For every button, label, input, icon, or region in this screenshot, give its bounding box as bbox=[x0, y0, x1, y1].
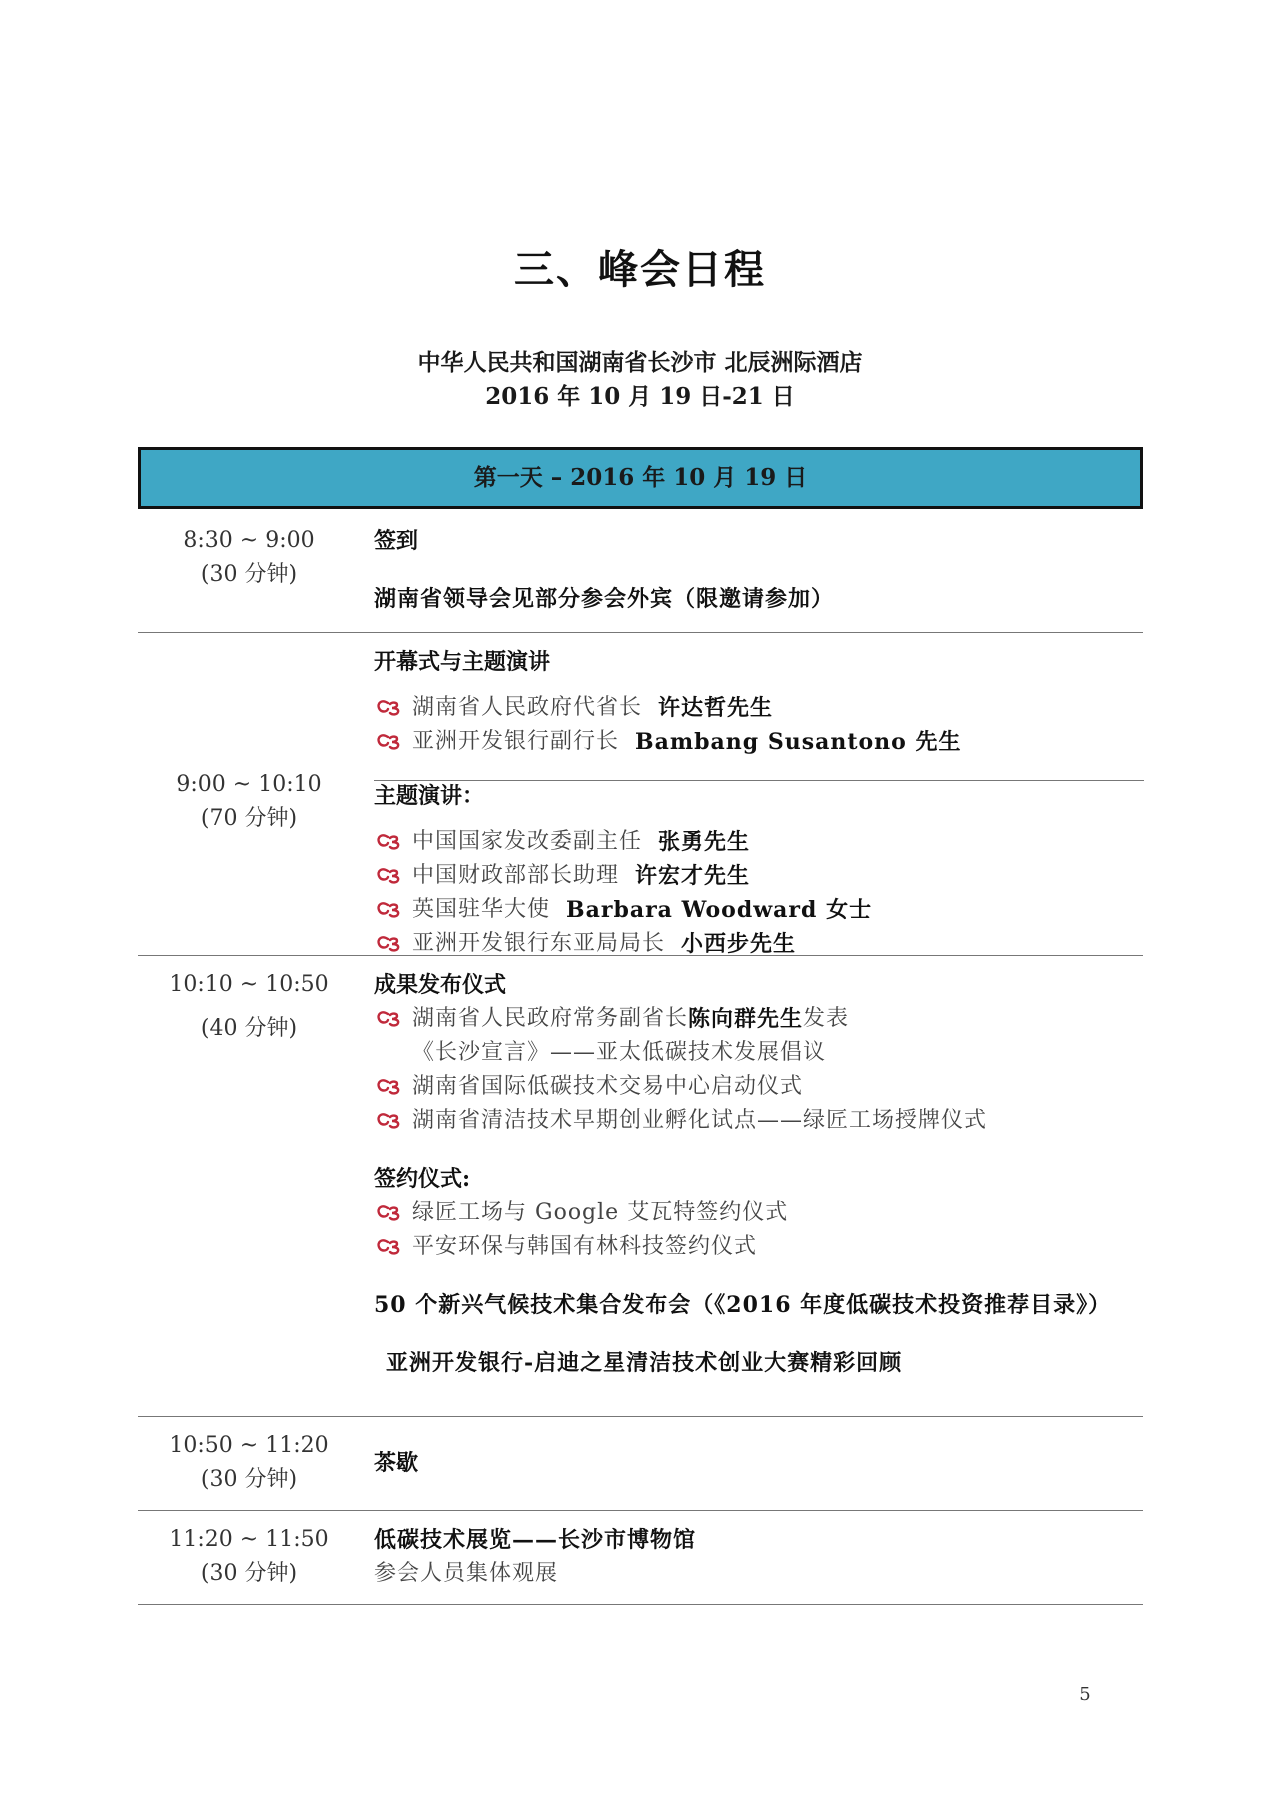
keynote-item: 中国国家发改委副主任 张勇先生 bbox=[374, 825, 1144, 859]
time-range: 10:10 ~ 10:50 bbox=[169, 972, 329, 997]
signing-title: 签约仪式: bbox=[374, 1166, 471, 1192]
time-cell bbox=[138, 968, 360, 1046]
venue-dates: 2016 年 10 月 19 日-21 日 bbox=[485, 383, 795, 410]
release-item: 湖南省人民政府常务副省长 陈向群先生 发表 bbox=[374, 1002, 1144, 1036]
agenda-row-opening bbox=[138, 633, 1143, 956]
time-cell bbox=[138, 1429, 360, 1497]
session-note: 湖南省领导会见部分参会外宾（限邀请参加） bbox=[374, 586, 835, 612]
session-title: 成果发布仪式 bbox=[374, 972, 507, 998]
time-cell bbox=[138, 524, 360, 592]
keynote-item: 中国财政部部长助理 许宏才先生 bbox=[374, 859, 1144, 893]
decorative-bullet-icon bbox=[374, 1104, 404, 1138]
session-title: 茶歇 bbox=[374, 1450, 419, 1476]
session-title: 开幕式与主题演讲 bbox=[374, 649, 551, 675]
time-range: 9:00 ~ 10:10 bbox=[176, 772, 322, 797]
agenda-row-results bbox=[138, 956, 1143, 1417]
release-item: 湖南省国际低碳技术交易中心启动仪式 bbox=[374, 1070, 1144, 1104]
page-number: 5 bbox=[1079, 1684, 1091, 1705]
signing-item: 绿匠工场与 Google 艾瓦特签约仪式 bbox=[374, 1196, 1144, 1230]
decorative-bullet-icon bbox=[374, 1070, 404, 1104]
content-cell bbox=[374, 645, 1144, 961]
decorative-bullet-icon bbox=[374, 1196, 404, 1230]
time-range: 8:30 ~ 9:00 bbox=[183, 528, 315, 553]
day-banner: 第一天 – 2016 年 10 月 19 日 bbox=[138, 447, 1143, 509]
decorative-bullet-icon bbox=[374, 725, 404, 759]
agenda-row-checkin bbox=[138, 511, 1143, 633]
review-event: 亚洲开发银行-启迪之星清洁技术创业大赛精彩回顾 bbox=[386, 1350, 903, 1376]
agenda-table bbox=[138, 511, 1143, 1605]
time-range: 11:20 ~ 11:50 bbox=[169, 1527, 329, 1552]
keynote-title: 主题演讲： bbox=[374, 783, 485, 809]
time-range: 10:50 ~ 11:20 bbox=[169, 1433, 329, 1458]
duration: (30 分钟) bbox=[200, 1561, 298, 1586]
keynote-item: 英国驻华大使 Barbara Woodward 女士 bbox=[374, 893, 1144, 927]
duration: (30 分钟) bbox=[200, 1467, 298, 1492]
duration: (30 分钟) bbox=[200, 562, 298, 587]
decorative-bullet-icon bbox=[374, 1002, 404, 1036]
launch-event: 50 个新兴气候技术集合发布会（《2016 年度低碳技术投资推荐目录》） bbox=[374, 1292, 1112, 1318]
venue-location: 中华人民共和国湖南省长沙市 北辰洲际酒店 bbox=[417, 349, 863, 376]
decorative-bullet-icon bbox=[374, 893, 404, 927]
content-cell bbox=[374, 524, 1144, 616]
time-cell bbox=[138, 1523, 360, 1591]
release-item-continued: 《长沙宣言》——亚太低碳技术发展倡议 bbox=[412, 1040, 827, 1065]
content-cell bbox=[374, 1446, 1144, 1480]
decorative-bullet-icon bbox=[374, 691, 404, 725]
speaker-item: 湖南省人民政府代省长 许达哲先生 bbox=[374, 691, 1144, 725]
speaker-item: 亚洲开发银行副行长 Bambang Susantono 先生 bbox=[374, 725, 1144, 759]
session-note: 参会人员集体观展 bbox=[374, 1561, 559, 1586]
sub-divider bbox=[374, 780, 1144, 781]
decorative-bullet-icon bbox=[374, 859, 404, 893]
content-cell bbox=[374, 1523, 1144, 1591]
agenda-row-exhibit bbox=[138, 1511, 1143, 1605]
venue-block bbox=[0, 346, 1280, 414]
keynote-item: 亚洲开发银行东亚局局长 小西步先生 bbox=[374, 927, 1144, 961]
session-title: 低碳技术展览——长沙市博物馆 bbox=[374, 1527, 697, 1553]
signing-item: 平安环保与韩国有林科技签约仪式 bbox=[374, 1230, 1144, 1264]
duration: (40 分钟) bbox=[200, 1016, 298, 1041]
time-cell bbox=[138, 768, 360, 836]
page-title: 三、峰会日程 bbox=[514, 247, 766, 293]
agenda-row-tea bbox=[138, 1417, 1143, 1511]
decorative-bullet-icon bbox=[374, 1230, 404, 1264]
decorative-bullet-icon bbox=[374, 825, 404, 859]
content-cell bbox=[374, 968, 1144, 1380]
release-item: 湖南省清洁技术早期创业孵化试点——绿匠工场授牌仪式 bbox=[374, 1104, 1144, 1138]
duration: (70 分钟) bbox=[200, 806, 298, 831]
session-title: 签到 bbox=[374, 528, 419, 554]
